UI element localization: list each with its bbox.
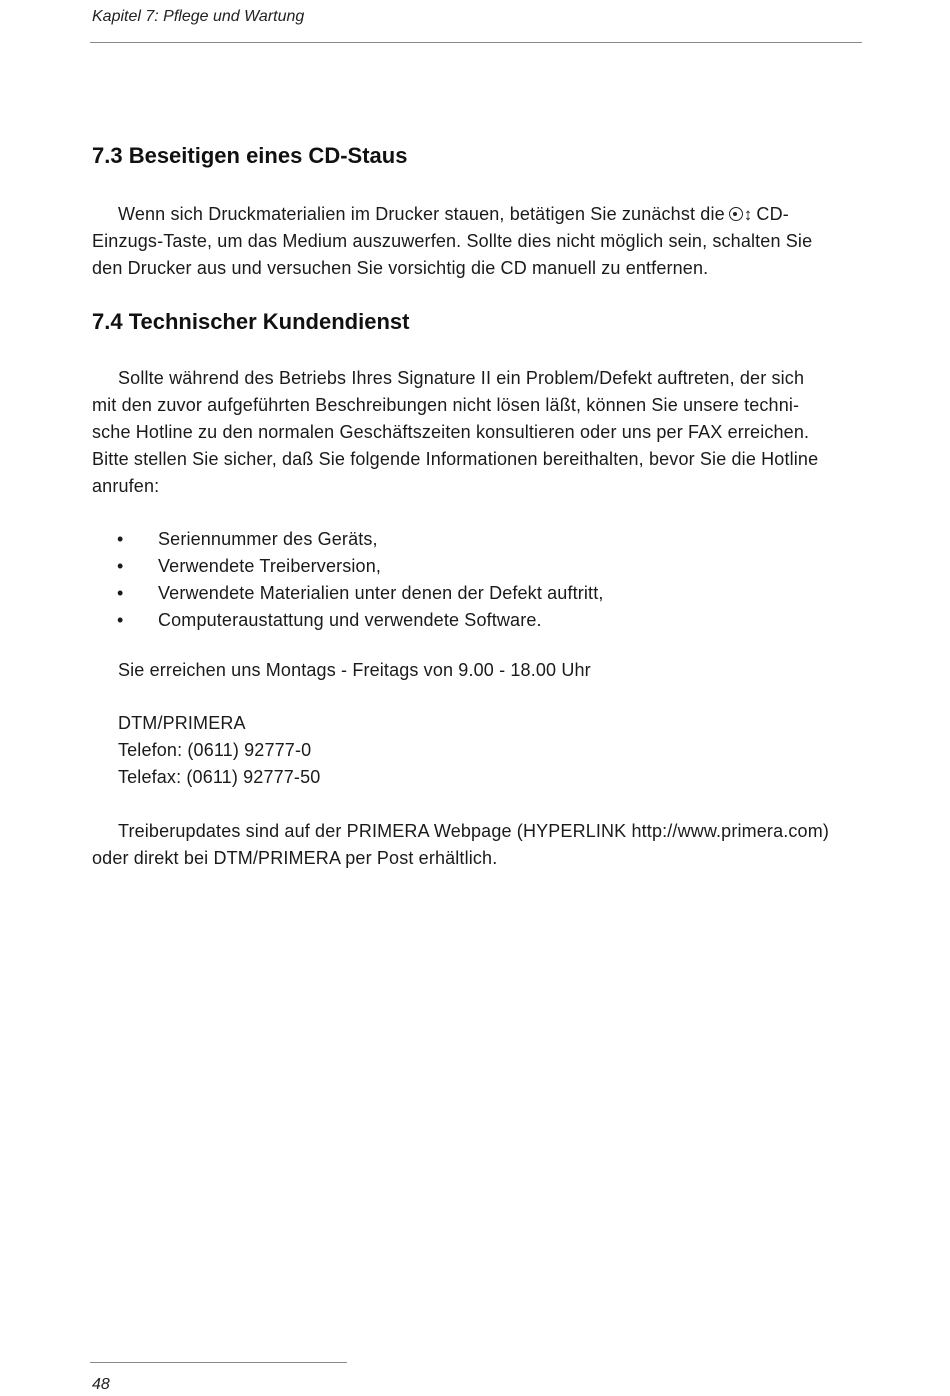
page-number: 48 — [92, 1376, 110, 1393]
cd-disc-icon — [729, 207, 743, 221]
hotline-hours — [92, 657, 862, 684]
list-item-text: Verwendete Materialien unter denen der Defekt auftritt, — [158, 583, 604, 603]
section-7-3-title: 7.3 Beseitigen eines CD-Staus — [92, 143, 408, 168]
paragraph-line: Bitte stellen Sie sicher, daß Sie folgende Informationen bereithalten, bevor Sie die Hotline — [92, 449, 819, 469]
paragraph-line-text: Wenn sich Druckmaterialien im Drucker stauen, betätigen Sie zunächst die — [118, 204, 725, 224]
bullet-icon: • — [117, 610, 124, 630]
bullet-icon: • — [117, 583, 124, 603]
paragraph-line: mit den zuvor aufgeführten Beschreibungen nicht lösen läßt, können Sie unsere techni- — [92, 395, 800, 415]
list-item-text: Computeraustattung und verwendete Software. — [158, 610, 542, 630]
list-item — [92, 607, 604, 634]
header-divider — [90, 42, 862, 43]
driver-updates-paragraph — [92, 818, 862, 872]
list-item — [92, 580, 604, 607]
paragraph-line: anrufen: — [92, 476, 160, 496]
up-down-arrow-icon: ↕ — [743, 205, 753, 224]
footer-divider — [90, 1362, 347, 1363]
paragraph-line — [92, 201, 862, 228]
paragraph-line-text: CD- — [756, 204, 789, 224]
bullet-icon: • — [117, 556, 124, 576]
paragraph-line: Einzugs-Taste, um das Medium auszuwerfen. Sollte dies nicht möglich sein, schalten Sie — [92, 231, 813, 251]
paragraph-line: Treiberupdates sind auf der PRIMERA Webpage (HYPERLINK http://www.primera.com) — [118, 821, 829, 841]
list-item — [92, 526, 604, 553]
company-name: DTM/PRIMERA — [118, 713, 246, 733]
paragraph-line: den Drucker aus und versuchen Sie vorsichtig die CD manuell zu entfernen. — [92, 258, 709, 278]
paragraph-line: Sollte während des Betriebs Ihres Signature II ein Problem/Defekt auftreten, der sich — [118, 368, 805, 388]
paragraph-line: sche Hotline zu den normalen Geschäftszeiten konsultieren oder uns per FAX erreichen. — [92, 422, 810, 442]
paragraph-line: Sie erreichen uns Montags - Freitags von 9.00 - 18.00 Uhr — [118, 660, 591, 680]
info-checklist — [92, 526, 604, 634]
list-item-text: Verwendete Treiberversion, — [158, 556, 382, 576]
bullet-icon: • — [117, 529, 124, 549]
section-7-4-intro-paragraph — [92, 365, 862, 500]
section-7-3-paragraph — [92, 201, 862, 282]
phone-number: Telefon: (0611) 92777-0 — [118, 740, 312, 760]
section-7-4-title: 7.4 Technischer Kundendienst — [92, 309, 410, 334]
contact-block — [118, 710, 320, 791]
list-item-text: Seriennummer des Geräts, — [158, 529, 378, 549]
paragraph-line: oder direkt bei DTM/PRIMERA per Post erhältlich. — [92, 848, 498, 868]
running-header: Kapitel 7: Pflege und Wartung — [92, 8, 305, 25]
list-item — [92, 553, 604, 580]
fax-number: Telefax: (0611) 92777-50 — [118, 767, 321, 787]
